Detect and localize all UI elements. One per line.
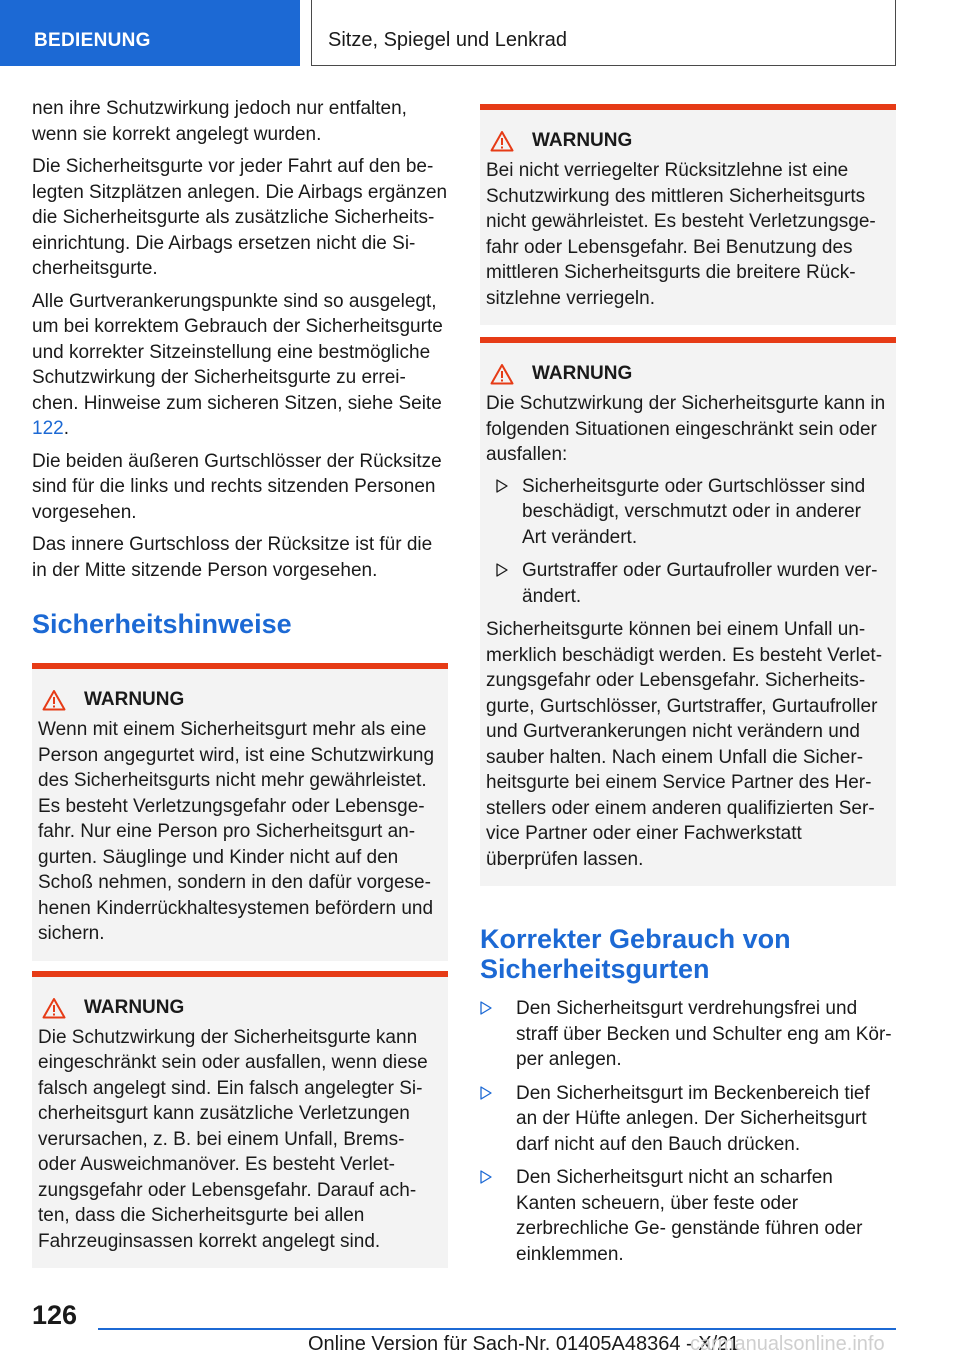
list-item xyxy=(486,558,888,609)
paragraph: Das innere Gurtschloss der Rücksitze ist für die in der Mitte sitzende Person vorgesehen. xyxy=(32,534,433,581)
header-section-tab xyxy=(0,0,300,66)
list-item xyxy=(486,474,888,551)
triangle-bullet-icon xyxy=(496,479,508,493)
warning-list xyxy=(486,474,888,610)
warning-outro: Sicherheitsgurte können bei einem Unfall un- merklich beschädigt werden. Es besteht Verlet- zungsgefahr oder Lebensgefahr. Sicherheits- gurte, Gurtschlösser, Gurtstraffer, Gurtaufroller und Gurtverankerungen nicht verändern und sauber halten. Nach einem Unfall die Sicher- heitsgurte bei einem Service Partner des Her- stellers oder einem anderen qualifizierten Ser- vice Partner oder einer Fachwerkstatt überprüfen lassen. xyxy=(486,619,883,870)
list-item-text: Gurtstraffer oder Gurtaufroller wurden ver- ändert. xyxy=(522,560,878,607)
page-number: 126 xyxy=(32,1300,78,1330)
list-item xyxy=(480,996,896,1073)
list-item-text: Den Sicherheitsgurt verdrehungsfrei und straff über Becken und Schulter eng am Kör- per anlegen. xyxy=(516,998,892,1070)
triangle-bullet-icon xyxy=(496,563,508,577)
page-reference-link[interactable]: 122 xyxy=(32,418,64,439)
warning-title: WARNUNG xyxy=(84,996,185,1018)
list-item-text: Den Sicherheitsgurt im Beckenbereich tief an der Hüfte anlegen. Der Sicherheitsgurt darf nicht auf den Bauch drücken. xyxy=(516,1082,870,1155)
warning-title: WARNUNG xyxy=(532,130,633,151)
warning-triangle-icon xyxy=(42,689,66,711)
header-chapter-box xyxy=(311,0,896,66)
footer-divider xyxy=(98,1328,896,1330)
header-chapter-title: Sitze, Spiegel und Lenkrad xyxy=(328,29,568,51)
header-section-label: BEDIENUNG xyxy=(34,30,151,51)
warning-intro: Die Schutzwirkung der Sicherheitsgurte kann in folgenden Situationen eingeschränkt sein oder ausfallen: xyxy=(486,393,886,465)
usage-list xyxy=(480,996,896,1267)
warning-header xyxy=(486,363,888,385)
paragraph: Die beiden äußeren Gurtschlösser der Rücksitze sind für die links und rechts sitzenden Personen vorgesehen. xyxy=(32,450,442,523)
paragraph: nen ihre Schutzwirkung jedoch nur entfalten, wenn sie korrekt angelegt wurden. xyxy=(32,98,407,145)
list-item-text: Sicherheitsgurte oder Gurtschlösser sind beschädigt, verschmutzt oder in anderer Art verändert. xyxy=(522,475,866,548)
left-column xyxy=(32,96,448,1268)
warning-header xyxy=(38,997,440,1019)
warning-box xyxy=(32,971,448,1269)
warning-title: WARNUNG xyxy=(84,689,185,710)
warning-text: Die Schutzwirkung der Sicherheitsgurte kann eingeschränkt sein oder ausfallen, wenn diese falsch angelegt sind. Ein falsch angelegter Si- cherheitsgurt kann zusätzliche Verletzungen verursachen, z. B. bei einem Unfall, Brems- oder Ausweichmanöver. Es besteht Verlet- zungsgefahr oder Lebensgefahr. Darauf ach- ten, dass die Sicherheitsgurte bei allen Fahrzeuginsassen korrekt angelegt sind. xyxy=(38,1026,428,1252)
warning-title: WARNUNG xyxy=(532,363,633,384)
warning-box xyxy=(32,663,448,961)
paragraph-end: . xyxy=(63,418,69,439)
footer-online-version: Online Version für Sach-Nr. 01405A48364 - X/21 xyxy=(308,1333,740,1355)
warning-triangle-icon xyxy=(490,130,514,152)
warning-triangle-icon xyxy=(42,997,66,1019)
warning-triangle-icon xyxy=(490,363,514,385)
section-heading: Korrekter Gebrauch von Sicherheitsgurten xyxy=(480,924,791,984)
paragraph: Die Sicherheitsgurte vor jeder Fahrt auf den be- legten Sitzplätzen anlegen. Die Airbags ergänzen die Sicherheitsgurte als zusätzliche Sicherheits- einrichtung. Die Airbags ersetzen nicht die Si- cherheitsgurte. xyxy=(32,156,448,279)
warning-box xyxy=(480,104,896,325)
paragraph-anchorage xyxy=(32,289,448,442)
triangle-bullet-icon xyxy=(480,1001,492,1015)
section-heading: Sicherheitshinweise xyxy=(32,609,292,639)
list-item xyxy=(480,1081,896,1158)
warning-header xyxy=(38,689,440,711)
triangle-bullet-icon xyxy=(480,1170,492,1184)
warning-text: Bei nicht verriegelter Rücksitzlehne ist eine Schutzwirkung des mittleren Sicherheitsgurts nicht gewährleistet. Es besteht Verletzungsge- fahr oder Lebensgefahr. Bei Benutzung des mittleren Sicherheitsgurts die breitere Rück- sitzlehne verriegeln. xyxy=(486,160,876,309)
list-item xyxy=(480,1165,896,1267)
warning-header xyxy=(486,130,888,152)
list-item-text: Den Sicherheitsgurt nicht an scharfen Kanten scheuern, über feste oder zerbrechliche Ge- genstände führen oder einklemmen. xyxy=(516,1167,863,1265)
paragraph-text: Alle Gurtverankerungspunkte sind so ausgelegt, um bei korrektem Gebrauch der Sicherheitsgurte und korrekter Sitzeinstellung eine bestmögliche Schutzwirkung der Sicherheitsgurte zu errei- chen. Hinweise zum sicheren Sitzen, siehe Seite xyxy=(32,290,443,414)
warning-text: Wenn mit einem Sicherheitsgurt mehr als eine Person angegurtet wird, ist eine Schutzwirkung des Sicherheitsgurts nicht mehr gewährleistet. Es besteht Verletzungsgefahr oder Lebensge- fahr. Nur eine Person pro Sicherheitsgurt an- gurten. Säuglinge und Kinder nicht auf den Schoß nehmen, sondern in den dafür vorgese- henen Kinderrückhaltesystemen befördern und sichern. xyxy=(38,719,435,944)
warning-box xyxy=(480,337,896,886)
right-column xyxy=(480,104,896,1275)
triangle-bullet-icon xyxy=(480,1086,492,1100)
watermark: carmanualsonline.info xyxy=(690,1333,885,1355)
